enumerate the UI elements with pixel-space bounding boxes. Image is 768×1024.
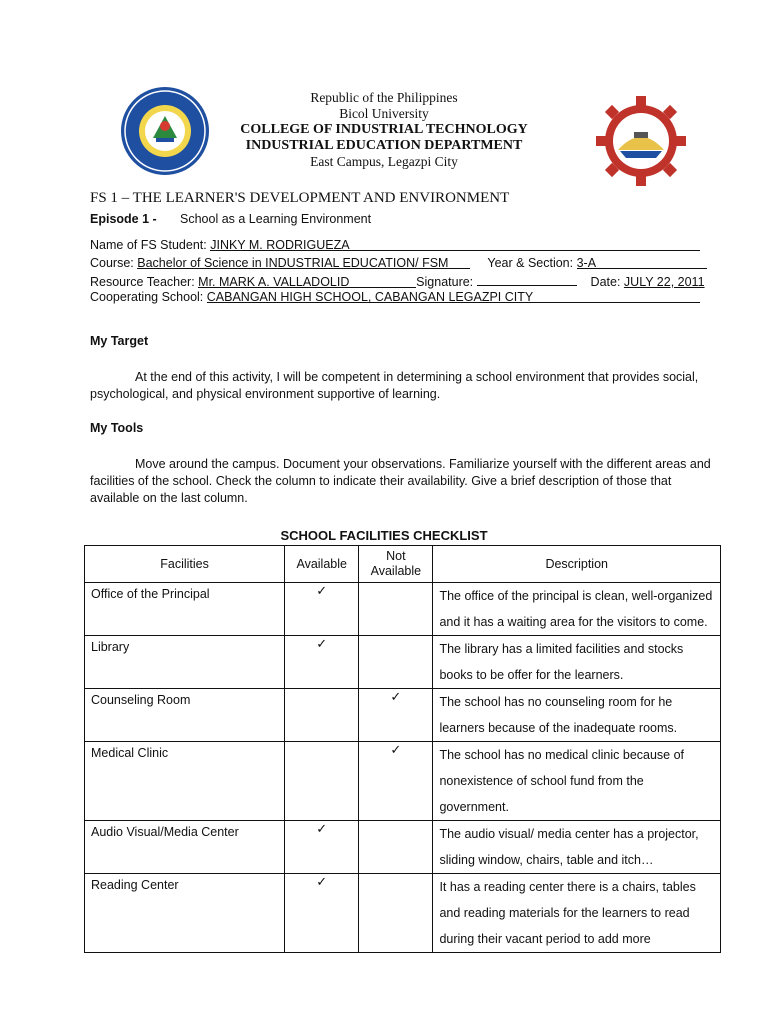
available-check-icon: ✓ [285,821,359,874]
table-row [85,636,721,689]
available-cell [285,689,359,742]
available-check-icon: ✓ [285,874,359,953]
student-label: Name of FS Student: [90,238,207,252]
teacher-row [90,273,705,289]
available-check-icon: ✓ [285,636,359,689]
not-available-cell [359,821,433,874]
table-row [85,874,721,953]
header-republic: Republic of the Philippines [310,90,458,105]
student-field [210,238,700,251]
header-not-available: Not Available [359,546,433,583]
description-cell: The audio visual/ media center has a projector, sliding window, chairs, table and itch… [433,821,721,874]
facility-cell: Library [85,636,285,689]
my-target-heading: My Target [90,334,149,348]
episode-label: Episode 1 - [90,212,157,226]
year-label: Year & Section: [487,256,574,270]
table-header-row [85,546,721,583]
course-row [90,256,707,270]
date-label: Date: [590,275,621,289]
document-header [0,90,768,170]
header-college: COLLEGE OF INDUSTRIAL TECHNOLOGY [240,122,528,137]
student-name-row [90,238,700,252]
page-title: FS 1 – THE LEARNER'S DEVELOPMENT AND ENVIRONMENT [90,190,510,206]
episode-name: School as a Learning Environment [180,212,372,226]
year-value: 3-A [576,256,597,270]
header-facilities: Facilities [85,546,285,583]
description-cell: The library has a limited facilities and stocks books to be offer for the learners. [433,636,721,689]
cooperating-school-row [90,290,700,304]
not-available-cell [359,636,433,689]
available-check-icon: ✓ [285,583,359,636]
available-cell [285,742,359,821]
not-available-cell [359,583,433,636]
year-field [577,256,707,269]
description-cell: The office of the principal is clean, well-organized and it has a waiting area for the visitors to come. [433,583,721,636]
my-tools-heading: My Tools [90,421,144,435]
course-label: Course: [90,256,134,270]
header-campus: East Campus, Legazpi City [310,154,458,169]
header-department: INDUSTRIAL EDUCATION DEPARTMENT [245,138,523,153]
signature-label: Signature: [416,275,474,289]
description-cell: The school has no counseling room for he learners because of the inadequate rooms. [433,689,721,742]
facilities-checklist-table [84,545,721,953]
description-cell: The school has no medical clinic because of nonexistence of school fund from the government. [433,742,721,821]
table-row [85,689,721,742]
school-label: Cooperating School: [90,290,204,304]
facility-cell: Audio Visual/Media Center [85,821,285,874]
description-cell: It has a reading center there is a chairs, tables and reading materials for the learners to read during their vacant period to add more [433,874,721,953]
header-university: Bicol University [339,106,429,121]
not-available-check-icon: ✓ [359,742,433,821]
teacher-label: Resource Teacher: [90,275,195,289]
facility-cell: Counseling Room [85,689,285,742]
not-available-cell [359,874,433,953]
table-row [85,742,721,821]
my-tools-text [90,456,720,507]
header-description: Description [433,546,721,583]
course-value: Bachelor of Science in INDUSTRIAL EDUCATION/ FSM [137,256,449,270]
course-field [137,256,470,269]
facility-cell: Medical Clinic [85,742,285,821]
my-target-text [90,369,720,403]
header-available: Available [285,546,359,583]
school-field [207,290,700,303]
table-row [85,821,721,874]
facility-cell: Office of the Principal [85,583,285,636]
checklist-title: SCHOOL FACILITIES CHECKLIST [280,528,488,543]
facility-cell: Reading Center [85,874,285,953]
student-value: JINKY M. RODRIGUEZA [210,238,350,252]
teacher-field [198,275,416,288]
school-value: CABANGAN HIGH SCHOOL, CABANGAN LEGAZPI CITY [206,290,534,304]
teacher-value: Mr. MARK A. VALLADOLID [198,275,350,289]
table-row [85,583,721,636]
episode-line [90,212,371,226]
my-tools-body: Move around the campus. Document your observations. Familiarize yourself with the different areas and facilities of the school. Check the column to indicate their availability. Give a brief description of those that available on the last column. [90,457,711,505]
my-target-body: At the end of this activity, I will be competent in determining a school environment that provides social, psychological, and physical environment supportive of learning. [90,370,699,401]
signature-field [477,273,577,286]
date-value: JULY 22, 2011 [623,275,705,289]
not-available-check-icon: ✓ [359,689,433,742]
